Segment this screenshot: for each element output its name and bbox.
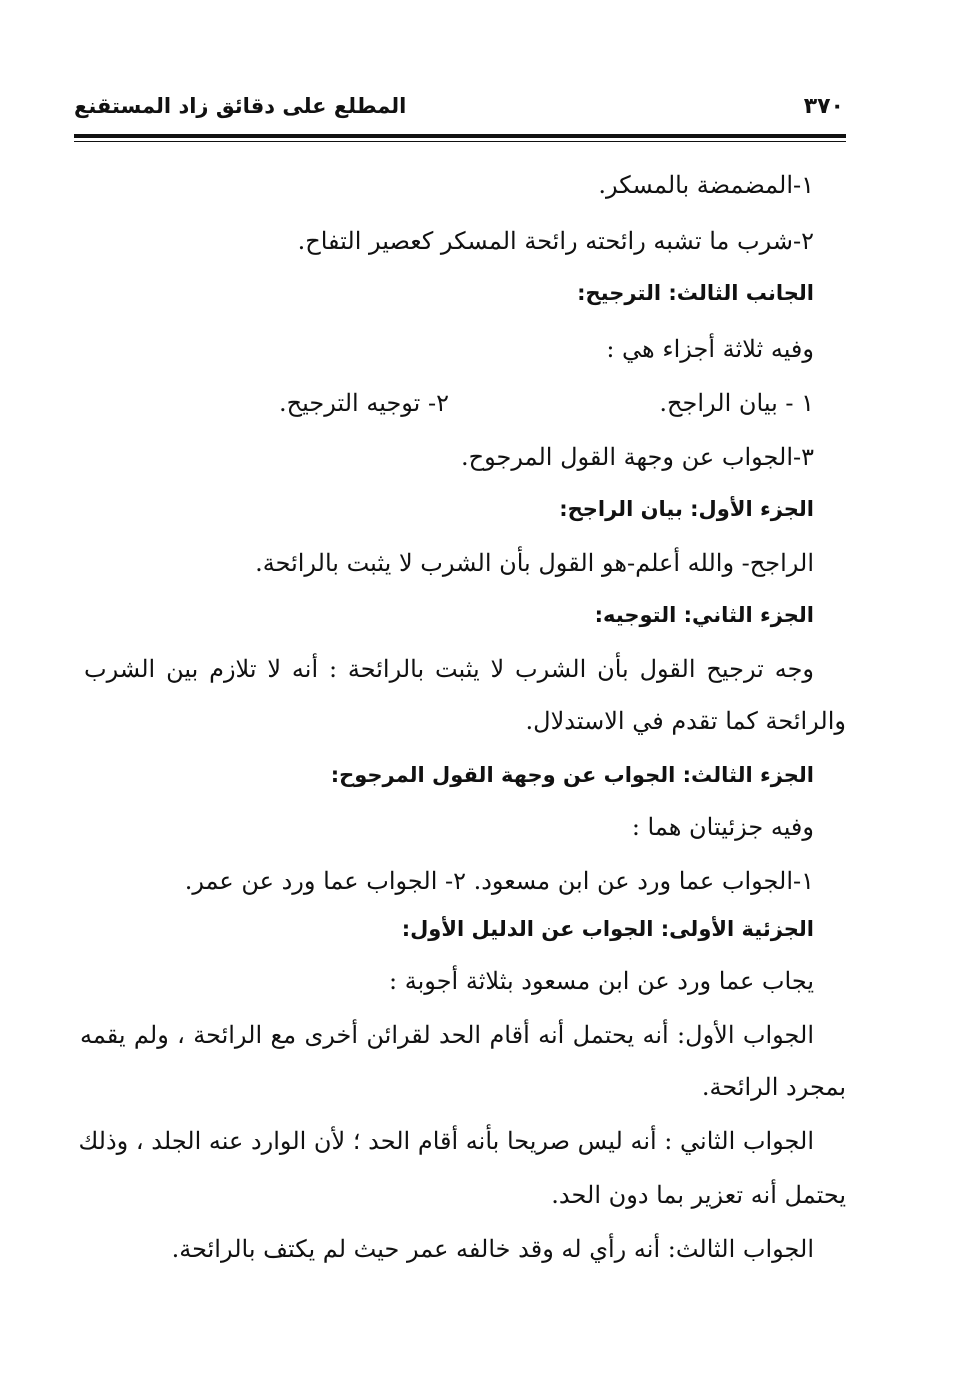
body-line-4: ٣-الجواب عن وجهة القول المرجوح. (460, 443, 814, 471)
body-line-14: الجواب الثالث: أنه رأي له وقد خالفه عمر حيث لم يكتف بالرائحة. (171, 1235, 814, 1263)
body-line-5: الراجح- والله أعلم-هو القول بأن الشرب لا يثبت بالرائحة. (255, 549, 814, 577)
page-number: ٣٧٠ (803, 94, 844, 119)
body-line-3: وفيه ثلاثة أجزاء هي : (606, 335, 814, 363)
body-line-7: والرائحة كما تقدم في الاستدلال. (525, 707, 846, 735)
body-line-8: وفيه جزئيتان هما : (631, 813, 814, 841)
subsection-heading-3: الجزء الثالث: الجواب عن وجهة القول المرجوح: (330, 763, 814, 787)
subsection-heading-2: الجزء الثاني: التوجيه: (594, 603, 814, 627)
list-item-2: ٢- توجيه الترجيح. (279, 389, 449, 417)
list-item-1: ١ - بيان الراجح. (659, 389, 814, 417)
list-item-3: ١-الجواب عما ورد عن ابن مسعود. (473, 867, 814, 895)
body-line-13: يحتمل أنه تعزير بما دون الحد. (551, 1181, 846, 1209)
body-line-9: يجاب عما ورد عن ابن مسعود بثلاثة أجوبة : (389, 967, 814, 995)
running-title: المطلع على دقائق زاد المستقنع (74, 94, 407, 118)
body-line-1: ١-المضمضة بالمسكر. (598, 171, 814, 199)
body-line-11: بمجرد الرائحة. (701, 1073, 846, 1101)
header-rule-thick (74, 134, 846, 138)
header-rule-thin (74, 141, 846, 142)
subsection-heading-1: الجزء الأول: بيان الراجح: (559, 497, 814, 521)
body-line-6: وجه ترجيح القول بأن الشرب لا يثبت بالرائحة : أنه لا تلازم بين الشرب (84, 655, 814, 683)
body-line-12: الجواب الثاني : أنه ليس صريحا بأنه أقام الحد ؛ لأن الوارد عنه الجلد ، وذلك (78, 1127, 814, 1155)
section-heading: الجانب الثالث: الترجيح: (577, 281, 814, 305)
body-line-2: ٢-شرب ما تشبه رائحته رائحة المسكر كعصير التفاح. (297, 227, 814, 255)
subsection-heading-4: الجزئية الأولى: الجواب عن الدليل الأول: (401, 917, 814, 941)
page-header (74, 88, 844, 130)
list-item-4: ٢- الجواب عما ورد عن عمر. (184, 867, 466, 895)
body-line-10: الجواب الأول: أنه يحتمل أنه أقام الحد لقرائن أخرى مع الرائحة ، ولم يقمه (80, 1021, 814, 1049)
